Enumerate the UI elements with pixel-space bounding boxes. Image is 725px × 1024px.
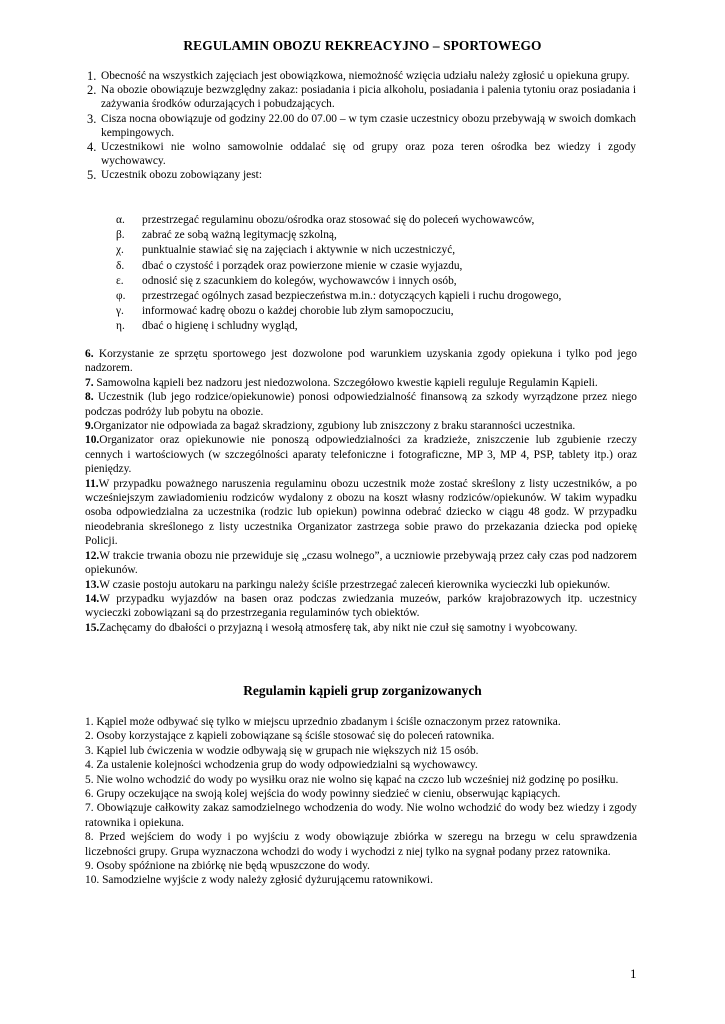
- item-letter: β.: [116, 229, 125, 242]
- list-item: [116, 274, 616, 289]
- item-text: punktualnie stawiać się na zajęciach i aktywnie w nich uczestniczyć,: [142, 244, 456, 257]
- bath-rule: 1. Kąpiel może odbywać się tylko w miejscu uprzednio zbadanym i ściśle oznaczonym przez ratownika.: [85, 716, 561, 728]
- item-text: Uczestnikowi nie wolno samowolnie oddalać się od grupy oraz poza teren ośrodka bez wiedzy i zgody wychowawcy.: [101, 141, 636, 168]
- rule-paragraph: [85, 419, 637, 433]
- rule-paragraph: [85, 621, 637, 635]
- rule-number: 14.: [85, 592, 100, 605]
- rule-text: Organizator oraz opiekunowie nie ponoszą odpowiedzialności za kradzieże, zniszczenie lub zgubienie rzeczy cennych i wartościowych (w szczególności aparaty telefoniczne i fotograficzne, MP 3, MP 4, PSP, tablety itp.) oraz pieniędzy.: [85, 434, 637, 476]
- list-item: [116, 243, 616, 258]
- rule-text: Korzystanie ze sprzętu sportowego jest dozwolone pod warunkiem uzyskania zgody opiekuna i tylko pod jego nadzorem.: [85, 348, 637, 375]
- list-item: [88, 83, 636, 111]
- bath-rule: 4. Za ustalenie kolejności wchodzenia grup do wody odpowiedzialni są wychowawcy.: [85, 759, 478, 772]
- rule-paragraph: [85, 390, 637, 419]
- bath-rule: 2. Osoby korzystające z kąpieli zobowiązane są ściśle stosować się do poleceń ratownika.: [85, 730, 495, 743]
- list-item: [88, 140, 636, 168]
- numbered-rules-list: [88, 69, 636, 183]
- list-item: [116, 213, 616, 228]
- rule-paragraph: [85, 433, 637, 476]
- item-text: Cisza nocna obowiązuje od godziny 22.00 do 07.00 – w tym czasie uczestnicy obozu przebywają w swoich domkach kempingowych.: [101, 112, 636, 139]
- bath-rule: 8. Przed wejściem do wody i po wyjściu z wody obowiązuje zbiórka w szeregu na brzegu w celu sprawdzenia liczebności grupy. Grupa wyznaczona wchodzi do wody i wychodzi z niej tylko na sygnał podany przez ratownika.: [85, 831, 637, 858]
- bath-rule: 6. Grupy oczekujące na swoją kolej wejścia do wody powinny siedzieć w cieniu, obserwując kąpiących.: [85, 788, 561, 801]
- item-text: dbać o higienę i schludny wygląd,: [142, 320, 298, 333]
- rule-paragraph: [85, 578, 637, 592]
- rule-paragraph: [85, 477, 637, 549]
- rule-number: 15.: [85, 621, 100, 634]
- list-item: [116, 304, 616, 319]
- bath-rule: 10. Samodzielne wyjście z wody należy zgłosić dyżurującemu ratownikowi.: [85, 874, 433, 887]
- list-item: [116, 259, 616, 274]
- item-text: zabrać ze sobą ważną legitymację szkolną,: [142, 229, 337, 242]
- item-number: 3.: [87, 111, 97, 126]
- item-text: Na obozie obowiązuje bezwzględny zakaz: posiadania i picia alkoholu, posiadania i palenia tytoniu oraz posiadania i zażywania środków odurzających i pobudzających.: [101, 84, 636, 111]
- rule-paragraph: [85, 592, 637, 621]
- list-item: [116, 228, 616, 243]
- bathing-rules: [85, 715, 637, 888]
- list-item: [88, 112, 636, 140]
- page-number: 1: [630, 966, 637, 981]
- bath-rule: 3. Kąpiel lub ćwiczenia w wodzie odbywają się w grupach nie większych niż 15 osób.: [85, 744, 479, 757]
- list-item: [88, 168, 636, 182]
- rule-number: 12.: [85, 549, 100, 562]
- rule-text: W czasie postoju autokaru na parkingu należy ściśle przestrzegać zaleceń kierownika wycieczki lub opiekunów.: [99, 578, 611, 591]
- bath-rule: 9. Osoby spóźnione na zbiórkę nie będą wpuszczone do wody.: [85, 860, 370, 873]
- rule-paragraph: [85, 376, 637, 390]
- rule-number: 6.: [85, 348, 94, 360]
- rule-text: W przypadku poważnego naruszenia regulaminu obozu uczestnik może zostać skreślony z listy uczestników, a po wcześniejszym zawiadomieniu rodziców wydalony z obozu na koszt własny rodziców/opiekunów. W takim wypadku osoba odpowiedzialna za uczestnika (rodzic lub opiekun) powinna odebrać dziecko w ciągu 48 godz. W przypadku nieodebrania skreślonego z listy uczestnika Organizator zastrzega sobie prawo do przekazania dziecka pod opiekę Policji.: [85, 477, 637, 548]
- rule-number: 8.: [85, 391, 94, 404]
- rule-text: Organizator nie odpowiada za bagaż skradziony, zgubiony lub zniszczony z braku staranności uczestnika.: [93, 420, 576, 433]
- section-heading: Regulamin kąpieli grup zorganizowanych: [243, 683, 482, 698]
- additional-rules: [85, 347, 637, 635]
- item-letter: φ.: [116, 290, 126, 303]
- bath-rule: 5. Nie wolno wchodzić do wody po wysiłku oraz nie wolno się kąpać na czczo lub wcześniej niż godzinę po posiłku.: [85, 773, 619, 786]
- item-text: Obecność na wszystkich zajęciach jest obowiązkowa, niemożność wzięcia udziału należy zgłosić u opiekuna grupy.: [101, 70, 630, 82]
- item-number: 1.: [87, 69, 97, 83]
- item-text: przestrzegać ogólnych zasad bezpieczeństwa m.in.: dotyczących kąpieli i ruchu drogowego,: [142, 290, 562, 303]
- rule-number: 9.: [85, 420, 94, 433]
- page-title: REGULAMIN OBOZU REKREACYJNO – SPORTOWEGO: [183, 38, 542, 53]
- rule-number: 10.: [85, 434, 100, 447]
- rule-text: Uczestnik (lub jego rodzice/opiekunowie) ponosi odpowiedzialność finansową za szkody wyrządzone przez niego podczas podróży lub pobytu na obozie.: [85, 391, 637, 418]
- item-text: Uczestnik obozu zobowiązany jest:: [101, 169, 262, 182]
- rule-text: W trakcie trwania obozu nie przewiduje się „czasu wolnego”, a uczniowie przebywają przez cały czas pod nadzorem opiekunów.: [85, 549, 637, 577]
- item-number: 4.: [87, 140, 97, 155]
- item-text: informować kadrę obozu o każdej chorobie lub złym samopoczuciu,: [142, 305, 454, 318]
- item-letter: η.: [116, 320, 125, 333]
- item-text: dbać o czystość i porządek oraz powierzone mienie w czasie wyjazdu,: [142, 259, 463, 272]
- item-number: 2.: [87, 83, 97, 98]
- rule-number: 11.: [85, 477, 99, 490]
- participant-duties-list: [116, 213, 616, 335]
- rule-paragraph: [85, 549, 637, 578]
- item-number: 5.: [87, 168, 97, 183]
- item-letter: δ.: [116, 259, 125, 272]
- item-letter: ε.: [116, 274, 124, 287]
- rule-number: 7.: [85, 376, 94, 389]
- item-letter: χ.: [116, 244, 124, 257]
- list-item: [116, 319, 616, 334]
- list-item: [88, 69, 636, 83]
- rule-paragraph: [85, 347, 637, 376]
- rule-text: W przypadku wyjazdów na basen oraz podczas zwiedzania muzeów, parków krajobrazowych itp. uczestnicy wycieczki zobowiązani są do przestrzegania regulaminów tych obiektów.: [85, 592, 637, 620]
- item-text: przestrzegać regulaminu obozu/ośrodka oraz stosować się do poleceń wychowawców,: [142, 214, 535, 226]
- rule-text: Zachęcamy do dbałości o przyjazną i wesołą atmosferę tak, aby nikt nie czuł się samotny i wyobcowany.: [99, 621, 578, 634]
- item-letter: α.: [116, 214, 125, 226]
- item-letter: γ.: [116, 305, 124, 318]
- rule-text: Samowolna kąpieli bez nadzoru jest niedozwolona. Szczegółowo kwestie kąpieli reguluje Regulamin Kąpieli.: [93, 376, 598, 389]
- bath-rule: 7. Obowiązuje całkowity zakaz samodzielnego wchodzenia do wody. Nie wolno wchodzić do wody bez wiedzy i zgody ratownika i opiekuna.: [85, 802, 637, 829]
- rule-number: 13.: [85, 578, 100, 591]
- list-item: [116, 289, 616, 304]
- item-text: odnosić się z szacunkiem do kolegów, wychowawców i innych osób,: [142, 274, 457, 287]
